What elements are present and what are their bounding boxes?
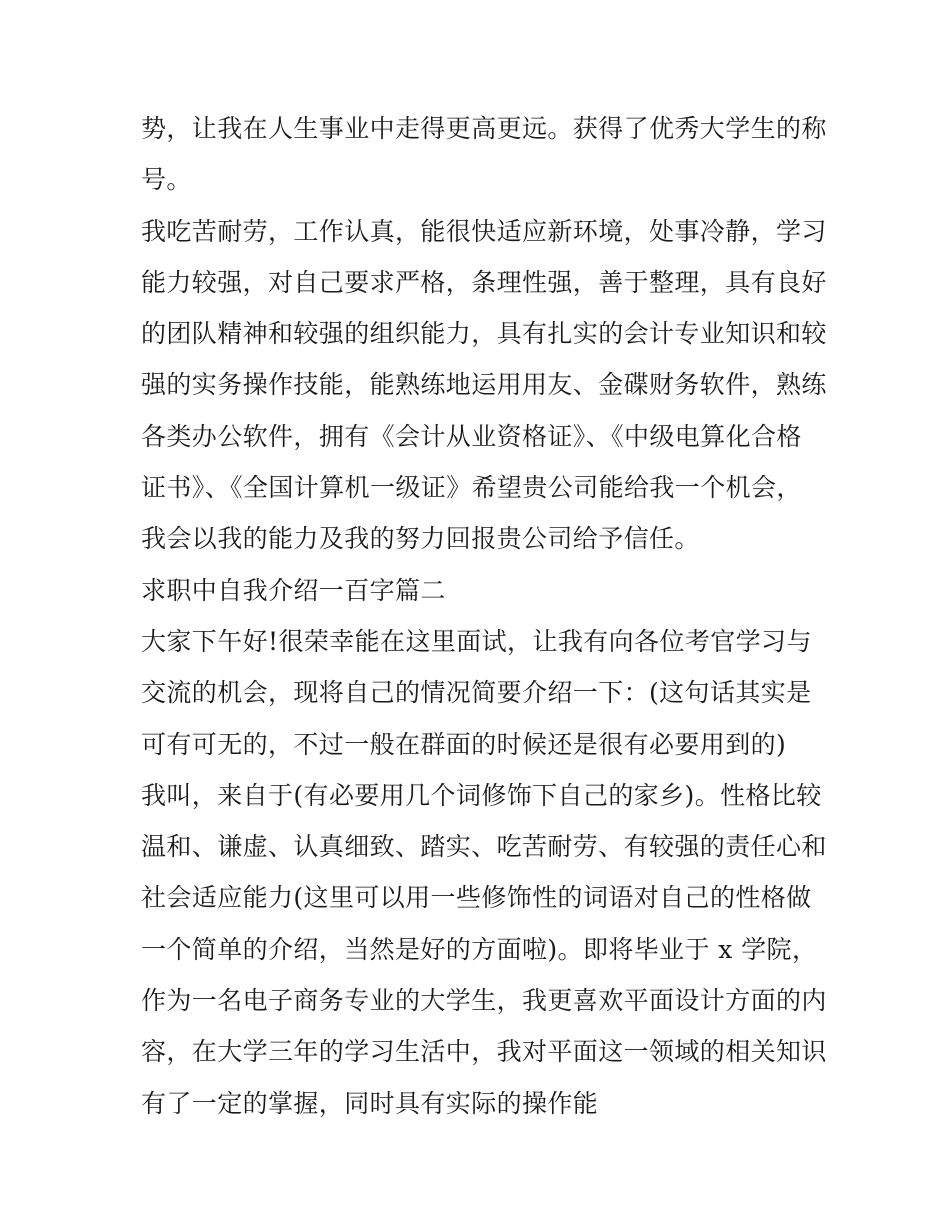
text-line: 温和、谦虚、认真细致、踏实、吃苦耐劳、有较强的责任心和 [141, 832, 827, 862]
text-line: 一个简单的介绍，当然是好的方面啦)。即将毕业于 x 学院， [141, 934, 818, 964]
text-line: 各类办公软件，拥有《会计从业资格证》、《中级电算化合格 [141, 421, 802, 451]
text-line: 我吃苦耐劳，工作认真，能很快适应新环境，处事冷静，学习 [141, 216, 827, 246]
text-line: 容，在大学三年的学习生活中，我对平面这一领域的相关知识 [141, 1037, 827, 1067]
text-line: 的团队精神和较强的组织能力，具有扎实的会计专业知识和较 [141, 319, 827, 349]
document-body [141, 103, 827, 1129]
text-line: 能力较强，对自己要求严格，条理性强，善于整理，具有良好 [141, 267, 827, 297]
section-heading: 求职中自我介绍一百字篇二 [141, 575, 446, 605]
text-line: 交流的机会，现将自己的情况简要介绍一下：(这句话其实是 [141, 678, 812, 708]
text-line: 证书》、《全国计算机一级证》希望贵公司能给我一个机会， [141, 473, 802, 503]
text-line: 强的实务操作技能，能熟练地运用用友、金碟财务软件，熟练 [141, 370, 827, 400]
text-line: 势，让我在人生事业中走得更高更远。获得了优秀大学生的称 [141, 114, 827, 143]
text-line: 我会以我的能力及我的努力回报贵公司给予信任。 [141, 524, 700, 554]
text-line: 社会适应能力(这里可以用一些修饰性的词语对自己的性格做 [141, 883, 812, 913]
text-line: 有了一定的掌握，同时具有实际的操作能 [141, 1088, 599, 1118]
text-line: 可有可无的，不过一般在群面的时候还是很有必要用到的) [141, 729, 787, 759]
text-line: 大家下午好!很荣幸能在这里面试，让我有向各位考官学习与 [141, 626, 812, 656]
text-line: 号。 [141, 165, 192, 195]
text-line: 我叫，来自于(有必要用几个词修饰下自己的家乡)。性格比较 [141, 780, 822, 810]
text-line: 作为一名电子商务专业的大学生，我更喜欢平面设计方面的内 [141, 986, 827, 1016]
